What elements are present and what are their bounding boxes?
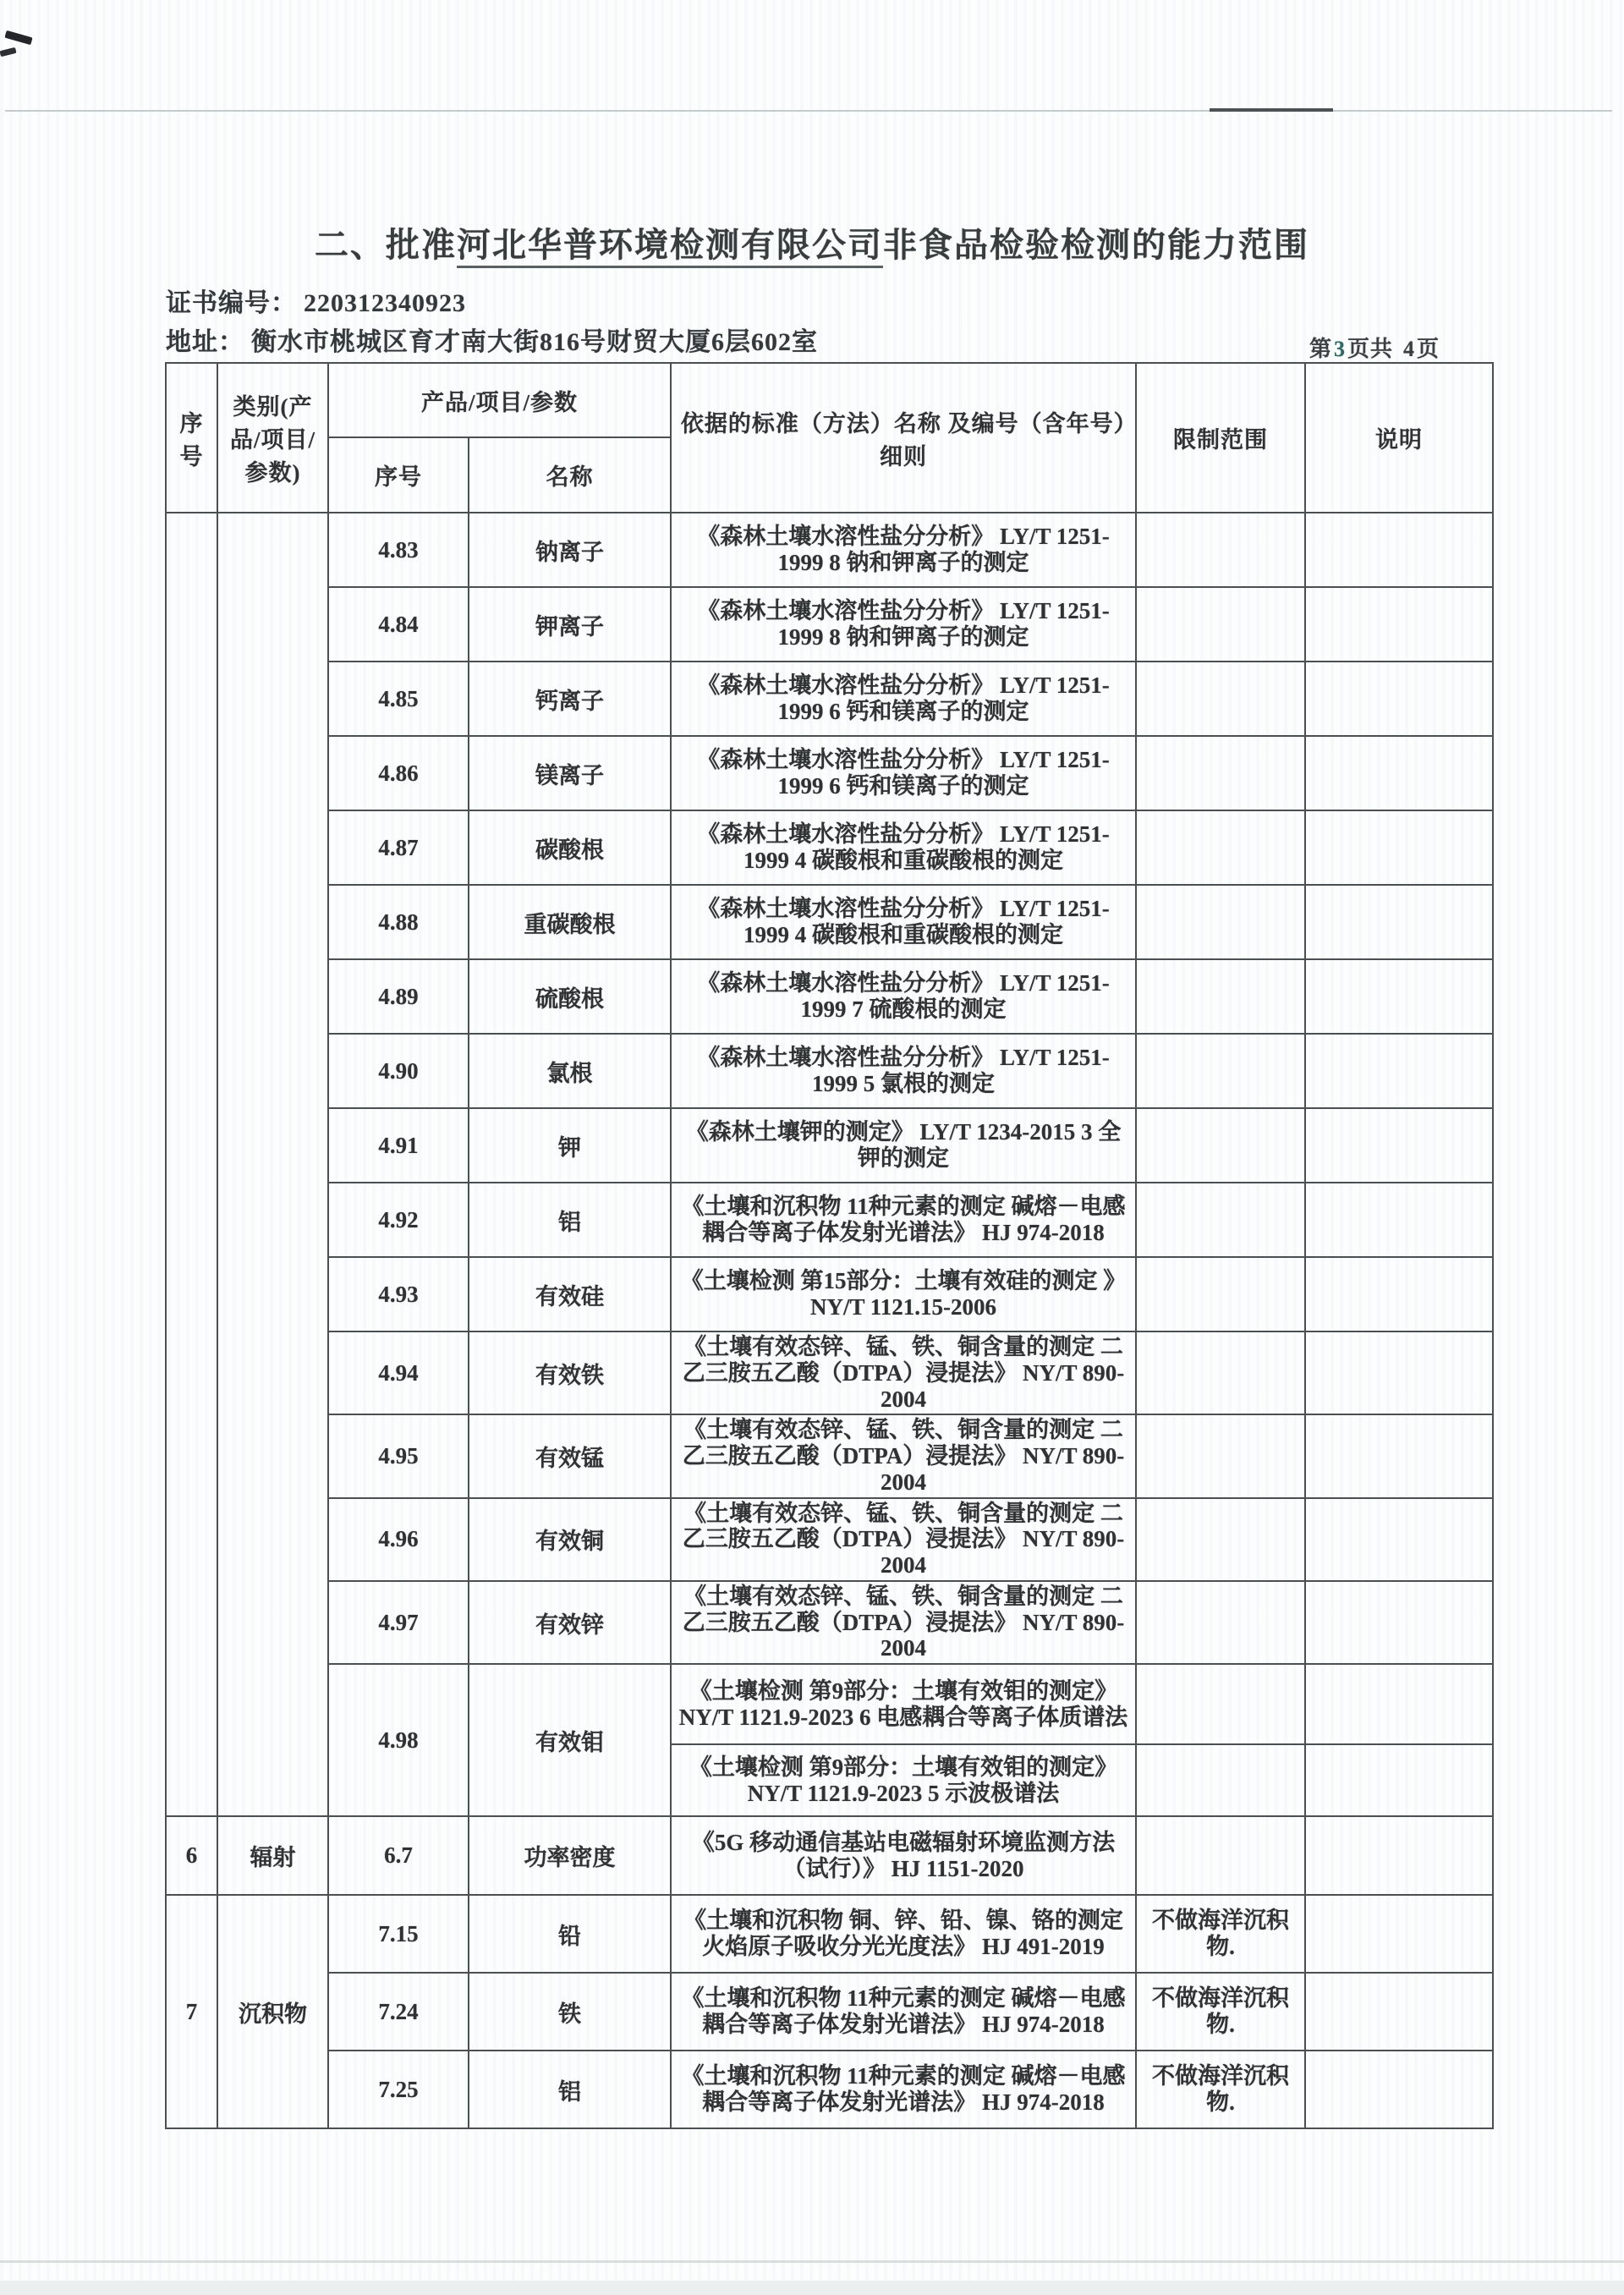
category-cell: 沉积物 [217, 1895, 328, 2128]
table-row [166, 1895, 1493, 1973]
table-row [166, 1581, 1493, 1664]
standard-cell: 《土壤检测 第9部分：土壤有效钼的测定》 NY/T 1121.9-2023 5 示波极谱法 [671, 1744, 1136, 1816]
note-cell [1305, 1108, 1493, 1183]
standard-cell: 《土壤和沉积物 11种元素的测定 碱熔－电感耦合等离子体发射光谱法》 HJ 974-2018 [671, 2051, 1136, 2128]
no-cell: 4.83 [328, 513, 469, 587]
note-cell [1305, 959, 1493, 1034]
limit-cell [1136, 1498, 1305, 1581]
limit-cell: 不做海洋沉积物. [1136, 2051, 1305, 2128]
address-value: 衡水市桃城区育才南大街816号财贸大厦6层602室 [251, 328, 818, 356]
scan-artifact-mark [0, 47, 17, 57]
note-cell [1305, 662, 1493, 736]
no-cell: 4.98 [328, 1664, 469, 1816]
limit-cell [1136, 1034, 1305, 1108]
page-total: 4 [1403, 337, 1416, 361]
note-cell [1305, 1498, 1493, 1581]
no-cell: 4.93 [328, 1257, 469, 1331]
table-row [166, 1183, 1493, 1257]
note-cell [1305, 1183, 1493, 1257]
standard-cell: 《土壤检测 第9部分：土壤有效钼的测定》 NY/T 1121.9-2023 6 电感耦合等离子体质谱法 [671, 1664, 1136, 1744]
seq-cell-group4 [166, 513, 217, 1816]
page-title [0, 218, 1624, 266]
standard-cell: 《土壤检测 第15部分：土壤有效硅的测定 》 NY/T 1121.15-2006 [671, 1257, 1136, 1331]
table-row [166, 1664, 1493, 1744]
limit-cell [1136, 1414, 1305, 1497]
limit-cell [1136, 513, 1305, 587]
name-cell: 铁 [469, 1973, 671, 2051]
name-cell: 有效硅 [469, 1257, 671, 1331]
no-cell: 4.87 [328, 810, 469, 885]
note-cell [1305, 587, 1493, 662]
standard-cell: 《森林土壤水溶性盐分分析》 LY/T 1251-1999 8 钠和钾离子的测定 [671, 513, 1136, 587]
name-cell: 钙离子 [469, 662, 671, 736]
table-row [166, 810, 1493, 885]
name-cell: 重碳酸根 [469, 885, 671, 959]
table-row [166, 959, 1493, 1034]
name-cell: 铝 [469, 2051, 671, 2128]
standard-cell: 《森林土壤水溶性盐分分析》 LY/T 1251-1999 6 钙和镁离子的测定 [671, 662, 1136, 736]
name-cell: 有效铁 [469, 1331, 671, 1414]
note-cell [1305, 1034, 1493, 1108]
note-cell [1305, 1744, 1493, 1816]
no-cell: 4.91 [328, 1108, 469, 1183]
table-row [166, 662, 1493, 736]
page-word: 第 [1309, 337, 1333, 361]
page-indicator [1309, 332, 1504, 363]
table-row [166, 1816, 1493, 1895]
table-row [166, 736, 1493, 810]
standard-cell: 《土壤有效态锌、锰、铁、铜含量的测定 二乙三胺五乙酸（DTPA）浸提法》 NY/T 890-2004 [671, 1331, 1136, 1414]
name-cell: 镁离子 [469, 736, 671, 810]
no-cell: 7.25 [328, 2051, 469, 2128]
name-cell: 氯根 [469, 1034, 671, 1108]
limit-cell [1136, 1744, 1305, 1816]
table-header-row-1 [166, 363, 1493, 437]
standard-cell: 《土壤和沉积物 11种元素的测定 碱熔－电感耦合等离子体发射光谱法》 HJ 974-2018 [671, 1183, 1136, 1257]
name-cell: 铝 [469, 1183, 671, 1257]
no-cell: 4.86 [328, 736, 469, 810]
standard-cell: 《森林土壤水溶性盐分分析》 LY/T 1251-1999 4 碳酸根和重碳酸根的测定 [671, 885, 1136, 959]
category-cell: 辐射 [217, 1816, 328, 1895]
standard-cell: 《土壤有效态锌、锰、铁、铜含量的测定 二乙三胺五乙酸（DTPA）浸提法》 NY/T 890-2004 [671, 1498, 1136, 1581]
name-cell: 有效钼 [469, 1664, 671, 1816]
scan-artifact-mark [4, 30, 32, 45]
standard-cell: 《土壤有效态锌、锰、铁、铜含量的测定 二乙三胺五乙酸（DTPA）浸提法》 NY/T 890-2004 [671, 1581, 1136, 1664]
no-cell: 4.90 [328, 1034, 469, 1108]
note-cell [1305, 1581, 1493, 1664]
seq-cell: 7 [166, 1895, 217, 2128]
scan-artifact-line [5, 110, 1612, 112]
address-line [166, 321, 818, 358]
name-cell: 有效铜 [469, 1498, 671, 1581]
table-row [166, 2051, 1493, 2128]
name-cell: 有效锌 [469, 1581, 671, 1664]
note-cell [1305, 810, 1493, 885]
standard-cell: 《森林土壤水溶性盐分分析》 LY/T 1251-1999 4 碳酸根和重碳酸根的测定 [671, 810, 1136, 885]
limit-cell [1136, 959, 1305, 1034]
name-cell: 硫酸根 [469, 959, 671, 1034]
note-cell [1305, 1973, 1493, 2051]
standard-cell: 《森林土壤钾的测定》 LY/T 1234-2015 3 全钾的测定 [671, 1108, 1136, 1183]
note-cell [1305, 885, 1493, 959]
note-cell [1305, 2051, 1493, 2128]
certificate-number-label: 证书编号： [166, 289, 297, 317]
header-limit: 限制范围 [1136, 363, 1305, 513]
limit-cell [1136, 1816, 1305, 1895]
limit-cell [1136, 1257, 1305, 1331]
standard-cell: 《土壤和沉积物 11种元素的测定 碱熔－电感耦合等离子体发射光谱法》 HJ 974-2018 [671, 1973, 1136, 2051]
no-cell: 4.85 [328, 662, 469, 736]
name-cell: 有效锰 [469, 1414, 671, 1497]
title-suffix: 非食品检验检测的能力范围 [883, 226, 1309, 264]
note-cell [1305, 1816, 1493, 1895]
seq-cell: 6 [166, 1816, 217, 1895]
standard-cell: 《森林土壤水溶性盐分分析》 LY/T 1251-1999 6 钙和镁离子的测定 [671, 736, 1136, 810]
standard-cell: 《土壤有效态锌、锰、铁、铜含量的测定 二乙三胺五乙酸（DTPA）浸提法》 NY/T 890-2004 [671, 1414, 1136, 1497]
limit-cell [1136, 1108, 1305, 1183]
company-name: 河北华普环境检测有限公司 [457, 226, 883, 268]
limit-cell [1136, 1664, 1305, 1744]
header-seq: 序号 [166, 363, 217, 513]
no-cell: 4.95 [328, 1414, 469, 1497]
no-cell: 7.15 [328, 1895, 469, 1973]
limit-cell [1136, 587, 1305, 662]
note-cell [1305, 1895, 1493, 1973]
limit-cell [1136, 736, 1305, 810]
no-cell: 7.24 [328, 1973, 469, 2051]
table-row [166, 587, 1493, 662]
limit-cell [1136, 1581, 1305, 1664]
address-label: 地址： [166, 328, 244, 356]
table-row [166, 1331, 1493, 1414]
limit-cell: 不做海洋沉积物. [1136, 1973, 1305, 2051]
note-cell [1305, 736, 1493, 810]
table-row [166, 1108, 1493, 1183]
header-sub-seq: 序号 [328, 437, 469, 513]
limit-cell [1136, 885, 1305, 959]
table-row [166, 885, 1493, 959]
name-cell: 钾 [469, 1108, 671, 1183]
category-cell-group4 [217, 513, 328, 1816]
no-cell: 4.97 [328, 1581, 469, 1664]
header-note: 说明 [1305, 363, 1493, 513]
header-sub-name: 名称 [469, 437, 671, 513]
capability-table [165, 362, 1494, 2129]
title-prefix: 二、批准 [315, 226, 457, 264]
table-row [166, 1498, 1493, 1581]
limit-cell [1136, 662, 1305, 736]
note-cell [1305, 1664, 1493, 1744]
header-category: 类别(产品/项目/参数) [217, 363, 328, 513]
no-cell: 6.7 [328, 1816, 469, 1895]
note-cell [1305, 513, 1493, 587]
page-word: 页 [1417, 337, 1440, 361]
table-row [166, 1034, 1493, 1108]
standard-cell: 《森林土壤水溶性盐分分析》 LY/T 1251-1999 5 氯根的测定 [671, 1034, 1136, 1108]
no-cell: 4.94 [328, 1331, 469, 1414]
no-cell: 4.89 [328, 959, 469, 1034]
table-row [166, 513, 1493, 587]
standard-cell: 《森林土壤水溶性盐分分析》 LY/T 1251-1999 8 钠和钾离子的测定 [671, 587, 1136, 662]
table-row [166, 1414, 1493, 1497]
scan-artifact-wash [0, 2281, 1624, 2295]
table-row [166, 1257, 1493, 1331]
standard-cell: 《森林土壤水溶性盐分分析》 LY/T 1251-1999 7 硫酸根的测定 [671, 959, 1136, 1034]
no-cell: 4.88 [328, 885, 469, 959]
note-cell [1305, 1331, 1493, 1414]
standard-cell: 《土壤和沉积物 铜、锌、铅、镍、铬的测定 火焰原子吸收分光光度法》 HJ 491-2019 [671, 1895, 1136, 1973]
name-cell: 钾离子 [469, 587, 671, 662]
table-row [166, 1973, 1493, 2051]
name-cell: 功率密度 [469, 1816, 671, 1895]
note-cell [1305, 1414, 1493, 1497]
no-cell: 4.92 [328, 1183, 469, 1257]
scan-artifact-dark-segment [1210, 108, 1333, 112]
name-cell: 钠离子 [469, 513, 671, 587]
page-number: 3 [1334, 337, 1347, 361]
certificate-number-value: 220312340923 [304, 289, 466, 317]
standard-cell: 《5G 移动通信基站电磁辐射环境监测方法（试行）》 HJ 1151-2020 [671, 1816, 1136, 1895]
name-cell: 铅 [469, 1895, 671, 1973]
no-cell: 4.96 [328, 1498, 469, 1581]
limit-cell [1136, 1331, 1305, 1414]
name-cell: 碳酸根 [469, 810, 671, 885]
scan-artifact-line [0, 2260, 1624, 2263]
no-cell: 4.84 [328, 587, 469, 662]
limit-cell [1136, 810, 1305, 885]
limit-cell [1136, 1183, 1305, 1257]
certificate-number-line [166, 282, 466, 319]
header-standard: 依据的标准（方法）名称 及编号（含年号）细则 [671, 363, 1136, 513]
header-product-group: 产品/项目/参数 [328, 363, 671, 437]
note-cell [1305, 1257, 1493, 1331]
limit-cell: 不做海洋沉积物. [1136, 1895, 1305, 1973]
page-word: 页共 [1347, 337, 1394, 361]
